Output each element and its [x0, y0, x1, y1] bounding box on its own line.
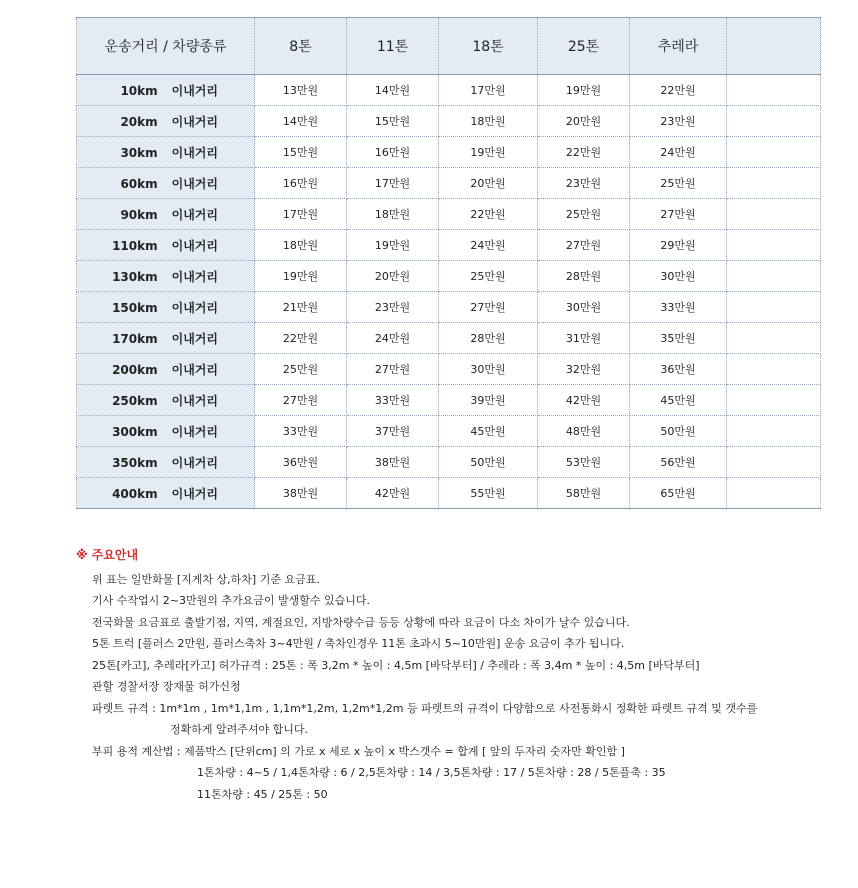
- row-distance: 200km: [112, 362, 158, 377]
- notice-line: 정확하게 알려주셔야 합니다.: [170, 723, 309, 736]
- price-cell: 56만원: [630, 447, 727, 478]
- price-cell: 27만원: [255, 385, 347, 416]
- price-cell: 27만원: [439, 292, 538, 323]
- price-cell: 27만원: [630, 199, 727, 230]
- price-cell: 18만원: [439, 106, 538, 137]
- price-cell: 22만원: [538, 137, 630, 168]
- price-cell: 65만원: [630, 478, 727, 509]
- price-cell: 14만원: [347, 75, 439, 106]
- row-distance-suffix: 이내거리: [171, 455, 218, 470]
- price-cell: 18만원: [255, 230, 347, 261]
- row-distance: 30km: [120, 145, 158, 160]
- notice-title: [76, 545, 846, 567]
- header-distance-vehicle: 운송거리 / 차량종류: [77, 18, 255, 75]
- price-cell: [727, 137, 821, 168]
- row-distance: 60km: [120, 176, 158, 191]
- header-trailer: 추레라: [630, 18, 727, 75]
- row-distance-cell: [77, 106, 255, 137]
- price-cell: 20만원: [347, 261, 439, 292]
- row-distance-suffix: 이내거리: [171, 486, 218, 501]
- price-cell: 20만원: [439, 168, 538, 199]
- price-cell: 17만원: [439, 75, 538, 106]
- table-row: [77, 478, 821, 509]
- row-distance-suffix: 이내거리: [171, 300, 218, 315]
- freight-rate-table: [76, 17, 821, 509]
- price-cell: 22만원: [630, 75, 727, 106]
- table-header-row: [77, 18, 821, 75]
- table-row: [77, 447, 821, 478]
- price-cell: 33만원: [630, 292, 727, 323]
- row-distance: 300km: [112, 424, 158, 439]
- price-cell: [727, 261, 821, 292]
- row-distance: 400km: [112, 486, 158, 501]
- row-distance-cell: [77, 75, 255, 106]
- price-cell: 50만원: [630, 416, 727, 447]
- notice-line: 부피 용적 계산법 : 제품박스 [단위cm] 의 가로 x 세로 x 높이 x 박스갯수 = 합계 [ 앞의 두자리 숫자만 확인함 ]: [92, 744, 625, 758]
- notice-line: 전국화물 요금표로 출발기점, 지역, 계절요인, 지방차량수급 등등 상황에 따라 요금이 다소 차이가 날수 있습니다.: [92, 615, 630, 629]
- row-distance: 110km: [112, 238, 158, 253]
- price-cell: 23만원: [538, 168, 630, 199]
- table-row: [77, 416, 821, 447]
- price-cell: 21만원: [255, 292, 347, 323]
- notice-line: 5톤 트럭 [플러스 2만원, 플러스축차 3~4만원 / 축차인경우 11톤 초과시 5~10만원] 운송 요금이 추가 됩니다.: [92, 637, 625, 650]
- row-distance-cell: [77, 416, 255, 447]
- row-distance-cell: [77, 199, 255, 230]
- price-cell: 38만원: [255, 478, 347, 509]
- price-cell: 19만원: [347, 230, 439, 261]
- table-row: [77, 137, 821, 168]
- notice-line: 11톤차량 : 45 / 25톤 : 50: [197, 787, 328, 801]
- row-distance-cell: [77, 385, 255, 416]
- price-cell: 19만원: [538, 75, 630, 106]
- row-distance-cell: [77, 168, 255, 199]
- notice-line: 관할 경찰서장 장재물 허가신청: [92, 680, 241, 693]
- table-row: [77, 106, 821, 137]
- header-25ton: 25톤: [538, 18, 630, 75]
- row-distance-suffix: 이내거리: [171, 145, 218, 160]
- price-cell: 50만원: [439, 447, 538, 478]
- price-cell: 28만원: [538, 261, 630, 292]
- price-cell: 30만원: [439, 354, 538, 385]
- price-cell: 23만원: [347, 292, 439, 323]
- row-distance-cell: [77, 478, 255, 509]
- row-distance: 20km: [120, 114, 158, 129]
- price-cell: 23만원: [630, 106, 727, 137]
- table-row: [77, 354, 821, 385]
- price-cell: 35만원: [630, 323, 727, 354]
- price-cell: 39만원: [439, 385, 538, 416]
- row-distance: 90km: [120, 207, 158, 222]
- price-cell: 22만원: [439, 199, 538, 230]
- row-distance-cell: [77, 292, 255, 323]
- price-cell: 16만원: [255, 168, 347, 199]
- price-cell: 36만원: [630, 354, 727, 385]
- header-18ton: 18톤: [439, 18, 538, 75]
- price-cell: [727, 75, 821, 106]
- price-cell: 20만원: [538, 106, 630, 137]
- price-cell: 19만원: [255, 261, 347, 292]
- row-distance-suffix: 이내거리: [171, 269, 218, 284]
- notice-section: [76, 545, 846, 805]
- price-cell: 27만원: [538, 230, 630, 261]
- price-cell: 33만원: [255, 416, 347, 447]
- row-distance-suffix: 이내거리: [171, 424, 218, 439]
- row-distance-suffix: 이내거리: [171, 114, 218, 129]
- notice-list: [76, 569, 846, 806]
- price-cell: 17만원: [255, 199, 347, 230]
- row-distance-cell: [77, 323, 255, 354]
- price-cell: 16만원: [347, 137, 439, 168]
- price-cell: [727, 478, 821, 509]
- price-cell: 24만원: [347, 323, 439, 354]
- price-cell: [727, 323, 821, 354]
- price-cell: 28만원: [439, 323, 538, 354]
- table-row: [77, 75, 821, 106]
- price-cell: 36만원: [255, 447, 347, 478]
- price-cell: 38만원: [347, 447, 439, 478]
- header-11ton: 11톤: [347, 18, 439, 75]
- row-distance-cell: [77, 137, 255, 168]
- notice-line: 파렛트 규격 : 1m*1m , 1m*1,1m , 1,1m*1,2m, 1,2m*1,2m 등 파렛트의 규격이 다양함으로 사전통화시 정확한 파렛트 규격 및 갯수를: [92, 701, 758, 715]
- table-row: [77, 292, 821, 323]
- row-distance: 10km: [120, 83, 158, 98]
- row-distance-suffix: 이내거리: [171, 238, 218, 253]
- price-cell: 30만원: [630, 261, 727, 292]
- table-row: [77, 261, 821, 292]
- notice-line: 기사 수작업시 2~3만원의 추가요금이 발생할수 있습니다.: [92, 594, 370, 607]
- row-distance: 130km: [112, 269, 158, 284]
- row-distance-cell: [77, 354, 255, 385]
- table-row: [77, 199, 821, 230]
- price-cell: 24만원: [630, 137, 727, 168]
- price-cell: 37만원: [347, 416, 439, 447]
- price-cell: [727, 106, 821, 137]
- reference-mark-icon: ※: [76, 548, 88, 562]
- row-distance-suffix: 이내거리: [171, 393, 218, 408]
- price-cell: 27만원: [347, 354, 439, 385]
- row-distance-suffix: 이내거리: [171, 176, 218, 191]
- price-cell: 25만원: [439, 261, 538, 292]
- price-cell: [727, 447, 821, 478]
- price-cell: 17만원: [347, 168, 439, 199]
- header-8ton: 8톤: [255, 18, 347, 75]
- price-cell: 25만원: [255, 354, 347, 385]
- row-distance: 150km: [112, 300, 158, 315]
- row-distance-cell: [77, 230, 255, 261]
- price-cell: 32만원: [538, 354, 630, 385]
- row-distance-cell: [77, 261, 255, 292]
- price-cell: 29만원: [630, 230, 727, 261]
- price-cell: 45만원: [439, 416, 538, 447]
- price-cell: 25만원: [538, 199, 630, 230]
- price-cell: 53만원: [538, 447, 630, 478]
- row-distance-suffix: 이내거리: [171, 83, 218, 98]
- price-cell: 30만원: [538, 292, 630, 323]
- price-cell: 45만원: [630, 385, 727, 416]
- price-cell: [727, 168, 821, 199]
- price-cell: [727, 416, 821, 447]
- table-row: [77, 230, 821, 261]
- price-cell: 15만원: [255, 137, 347, 168]
- price-cell: 14만원: [255, 106, 347, 137]
- row-distance-suffix: 이내거리: [171, 362, 218, 377]
- table-row: [77, 385, 821, 416]
- price-cell: [727, 230, 821, 261]
- row-distance-suffix: 이내거리: [171, 207, 218, 222]
- price-cell: 42만원: [347, 478, 439, 509]
- row-distance: 170km: [112, 331, 158, 346]
- header-empty: [727, 18, 821, 75]
- price-cell: [727, 199, 821, 230]
- table-row: [77, 323, 821, 354]
- price-cell: 15만원: [347, 106, 439, 137]
- price-cell: 33만원: [347, 385, 439, 416]
- price-cell: 24만원: [439, 230, 538, 261]
- price-cell: 22만원: [255, 323, 347, 354]
- notice-line: 1톤차량 : 4~5 / 1,4톤차량 : 6 / 2,5톤차량 : 14 / 3,5톤차량 : 17 / 5톤차량 : 28 / 5톤플축 : 35: [197, 766, 666, 779]
- notice-line: 위 표는 일반화물 [지게차 상,하차] 기준 요금표.: [92, 572, 320, 586]
- price-cell: 25만원: [630, 168, 727, 199]
- price-cell: 58만원: [538, 478, 630, 509]
- price-cell: 19만원: [439, 137, 538, 168]
- price-cell: [727, 385, 821, 416]
- row-distance: 350km: [112, 455, 158, 470]
- notice-line: 25톤[카고], 추레라[카고] 허가규격 : 25톤 : 폭 3,2m * 높이 : 4,5m [바닥부터] / 추레라 : 폭 3,4m * 높이 : 4,5m [바닥부터]: [92, 658, 700, 672]
- price-cell: 42만원: [538, 385, 630, 416]
- price-cell: [727, 292, 821, 323]
- table-row: [77, 168, 821, 199]
- price-cell: 55만원: [439, 478, 538, 509]
- row-distance: 250km: [112, 393, 158, 408]
- row-distance-cell: [77, 447, 255, 478]
- row-distance-suffix: 이내거리: [171, 331, 218, 346]
- price-cell: 48만원: [538, 416, 630, 447]
- price-cell: 13만원: [255, 75, 347, 106]
- notice-title-text: 주요안내: [91, 548, 139, 562]
- price-cell: 31만원: [538, 323, 630, 354]
- price-cell: 18만원: [347, 199, 439, 230]
- price-cell: [727, 354, 821, 385]
